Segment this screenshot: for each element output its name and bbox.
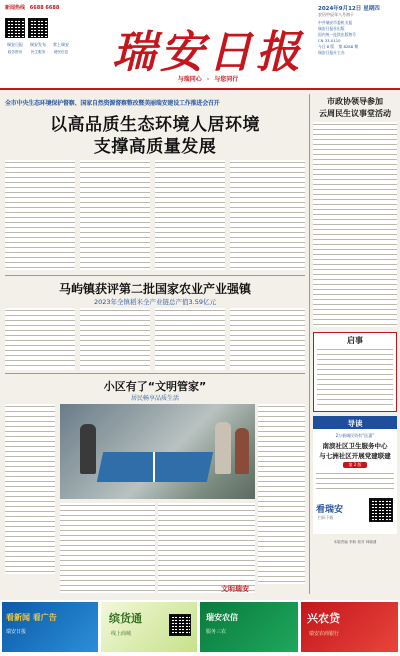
ad-3[interactable]: [200, 602, 298, 652]
lead-divider: [5, 275, 305, 276]
person-3: [235, 428, 249, 474]
ad-4[interactable]: [301, 602, 398, 652]
lunar-date: 农历甲辰年八月初十: [318, 12, 354, 17]
notice-body: [317, 347, 393, 409]
net-line: [153, 452, 155, 482]
issue-info-0: 中共瑞安市委机关报: [318, 20, 353, 25]
story2-body-col-4: [230, 308, 305, 370]
sidebar-headline-1: 市政协领导参加: [327, 97, 383, 106]
lead-body-col-1: [5, 160, 75, 270]
ad-2-sub: 线上商城: [111, 631, 132, 637]
issue-info-5-number: 第 8288 期: [338, 44, 359, 49]
guide-box: [313, 416, 397, 534]
issue-info-6: 瑞安日报社主办: [318, 50, 345, 55]
guide-kicker: 2万新城民资有“医惠”: [335, 433, 375, 438]
ad-4-sub: 瑞安农商银行: [309, 631, 340, 637]
hotline-number: 6688 6688: [29, 5, 60, 11]
date-line: 2024年9月12日 星期四: [318, 6, 380, 12]
story3-subhead: 居民畅享品质生活: [130, 395, 179, 402]
lead-body-col-4: [230, 160, 305, 270]
guide-page-tag[interactable]: 第 2 版: [343, 462, 367, 468]
ad-1-sub: 瑞安日报: [6, 629, 27, 635]
masthead: [0, 0, 400, 90]
ping-pong-table: [97, 452, 213, 482]
story3-body-right: [258, 404, 305, 584]
lead-body-col-2: [80, 160, 150, 270]
story2-divider: [5, 373, 305, 374]
story2-body-col-3: [155, 308, 225, 370]
sidebar-vertical-rule: [309, 94, 310, 594]
qr-caption-1: 瑞安日报: [7, 42, 23, 47]
story2-headline: 马屿镇获评第二批国家农业产业强镇: [58, 282, 251, 296]
app-qr-code[interactable]: [369, 498, 393, 522]
story3-photo-caption: 文明瑞安: [221, 584, 249, 593]
hotline: [5, 4, 59, 11]
guide-headline-1: 南滨社区卫生服务中心: [322, 442, 388, 450]
slogan-left: 与瑞同心: [177, 76, 202, 83]
guide-headline-2: 与七洲社区开展党建联建: [319, 452, 391, 460]
ad-2[interactable]: [101, 602, 197, 652]
hotline-label: 新闻热线: [5, 5, 26, 11]
qr-code-2[interactable]: [28, 18, 48, 38]
guide-title: 导读: [347, 419, 363, 428]
ad-2-title: 缤货通: [109, 612, 142, 625]
footer-credit: 本版责编 李娇 校对 林瑜潇: [333, 540, 377, 544]
masthead-rule: [0, 88, 400, 90]
story2-body-col-1: [5, 308, 75, 370]
story2-subhead: 2023年全镇稻米全产业链总产值3.59亿元: [93, 298, 216, 306]
story3-body-mid2: [158, 503, 255, 593]
ad-1[interactable]: [2, 602, 98, 652]
lead-headline-1: 以高品质生态环境人居环境: [50, 115, 260, 135]
qr-sub-caption-3: 便民信息: [53, 50, 69, 54]
person-1: [80, 424, 96, 474]
issue-info-2: 国内统一连续出版物号: [318, 32, 356, 37]
qr-sub-caption-1: 政务资讯: [7, 50, 23, 54]
qr-caption-3: 掌上瑞安: [53, 42, 69, 47]
story2-body-col-2: [80, 308, 150, 370]
app-sub: 扫码下载: [318, 515, 334, 520]
paper-title: 瑞安日报: [112, 27, 304, 78]
ad-strip: [0, 600, 400, 656]
ad-2-qr-code[interactable]: [169, 614, 191, 636]
slogan-dot: ·: [206, 76, 210, 83]
issue-info: [318, 20, 398, 56]
qr-caption-2: 瑞安发布: [30, 42, 46, 47]
notice-title: 启事: [347, 336, 363, 345]
lead-headline-2: 支撑高质量发展: [93, 137, 217, 157]
issue-info-1: 瑞安日报社出版: [318, 26, 345, 31]
ad-1-title: 看新闻 看广告: [6, 613, 57, 622]
sidebar-body: [313, 122, 397, 327]
story3-body-left: [5, 404, 55, 574]
lead-body-col-3: [155, 160, 225, 270]
story3-body-mid: [60, 503, 155, 593]
ad-3-title: 瑞安农信: [206, 613, 238, 622]
issue-info-3: CN 33-0110: [318, 38, 341, 43]
story3-photo: [60, 404, 255, 499]
slogan-right: 与您同行: [214, 76, 239, 83]
slogan: [138, 74, 278, 83]
person-2: [215, 422, 231, 474]
guide-body: [316, 471, 394, 493]
ad-4-title: 兴农贷: [307, 612, 340, 625]
qr-code-1[interactable]: [5, 18, 25, 38]
qr-sub-caption-2: 民生服务: [30, 50, 46, 54]
issue-info-4-pages: 今日 8 版: [318, 44, 335, 49]
lead-kicker: 全市中央生态环境保护督察、国家自然资源督察整改暨美丽瑞安建设工作推进会召开: [5, 100, 220, 107]
story3-headline: 小区有了“文明管家”: [103, 380, 207, 393]
notice-box: [313, 332, 397, 412]
sidebar-headline-2: 云周民生议事堂活动: [319, 109, 391, 118]
app-title: 看瑞安: [316, 505, 344, 515]
ad-3-sub: 服务三农: [206, 629, 227, 635]
